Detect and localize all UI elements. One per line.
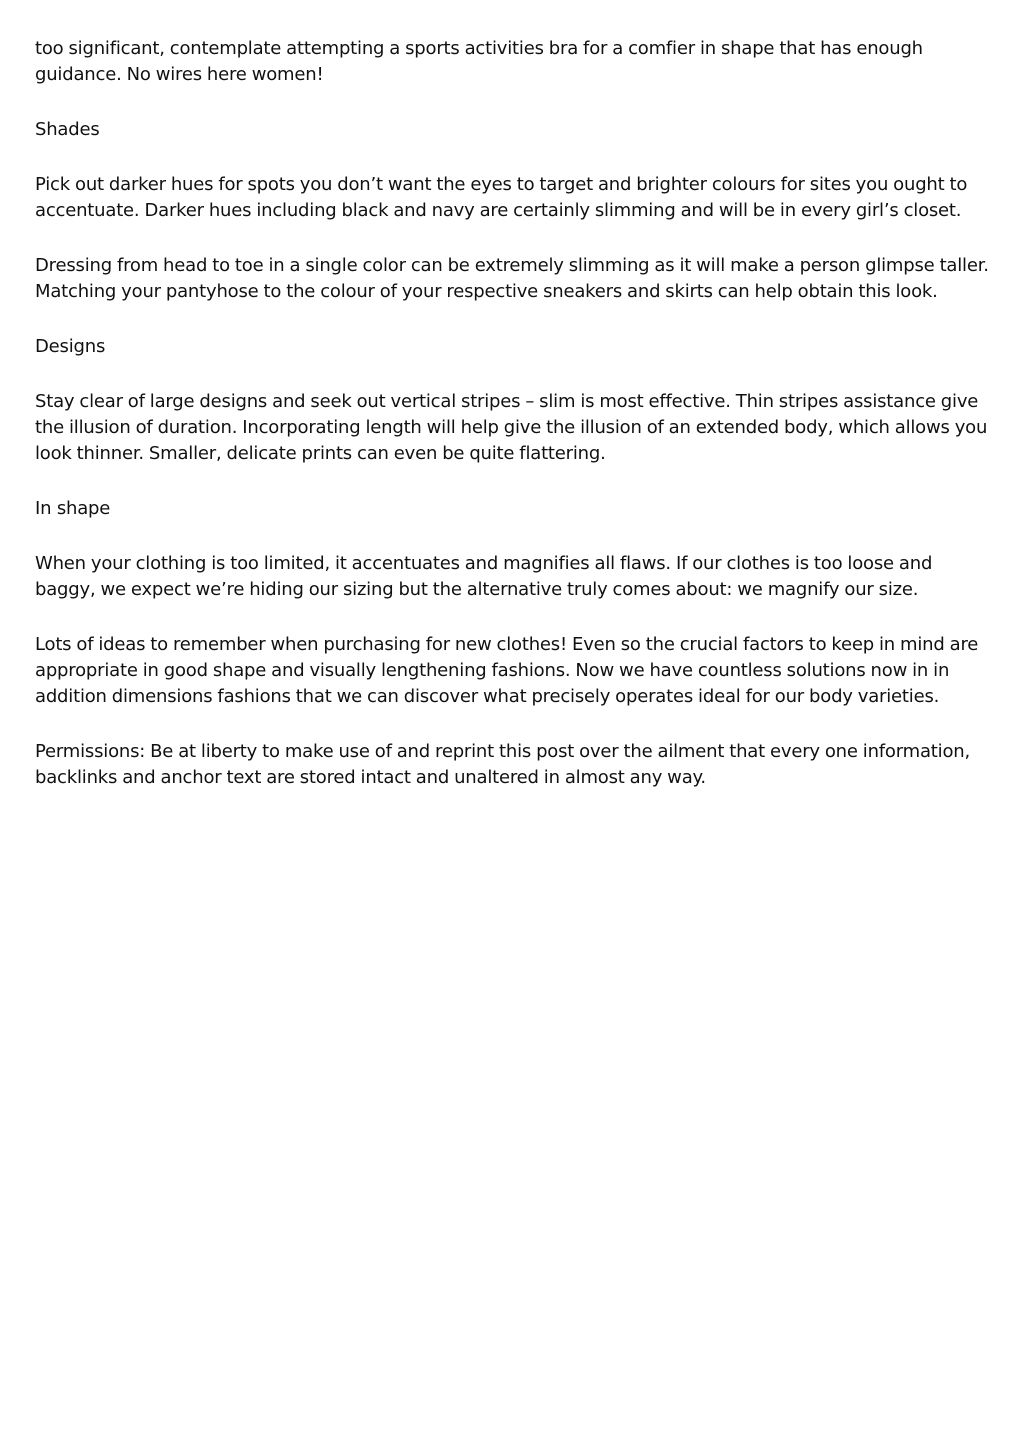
paragraph-single-color: Dressing from head to toe in a single color can be extremely slimming as it will make a person glimpse taller. Matching your pantyhose to the colour of your respective sneakers and skirts can help obtain this look. <box>35 255 989 302</box>
document-body <box>35 36 990 820</box>
paragraph-stripes: Stay clear of large designs and seek out vertical stripes – slim is most effective. Thin stripes assistance give the illusion of duration. Incorporating length will help give the illusion of an extended body, which allows you look thinner. Smaller, delicate prints can even be quite flattering. <box>35 391 988 464</box>
paragraph-clothing-fit: When your clothing is too limited, it accentuates and magnifies all flaws. If our clothes is too loose and baggy, we expect we’re hiding our sizing but the alternative truly comes about: we magnify our size. <box>35 553 933 600</box>
heading-in-shape: In shape <box>35 498 111 519</box>
paragraph-shopping-ideas: Lots of ideas to remember when purchasing for new clothes! Even so the crucial factors to keep in mind are appropriate in good shape and visually lengthening fashions. Now we have countless solutions now in in addition dimensions fashions that we can discover what precisely operates ideal for our body varieties. <box>35 634 979 707</box>
paragraph-darker-hues: Pick out darker hues for spots you don’t want the eyes to target and brighter colours for sites you ought to accentuate. Darker hues including black and navy are certainly slimming and will be in every girl’s closet. <box>35 174 968 221</box>
paragraph-bra-tip: too significant, contemplate attempting a sports activities bra for a comfier in shape that has enough guidance. No wires here women! <box>35 38 923 85</box>
heading-designs: Designs <box>35 336 106 357</box>
heading-shades: Shades <box>35 119 100 140</box>
paragraph-permissions: Permissions: Be at liberty to make use of and reprint this post over the ailment that every one information, backlinks and anchor text are stored intact and unaltered in almost any way. <box>35 741 970 788</box>
